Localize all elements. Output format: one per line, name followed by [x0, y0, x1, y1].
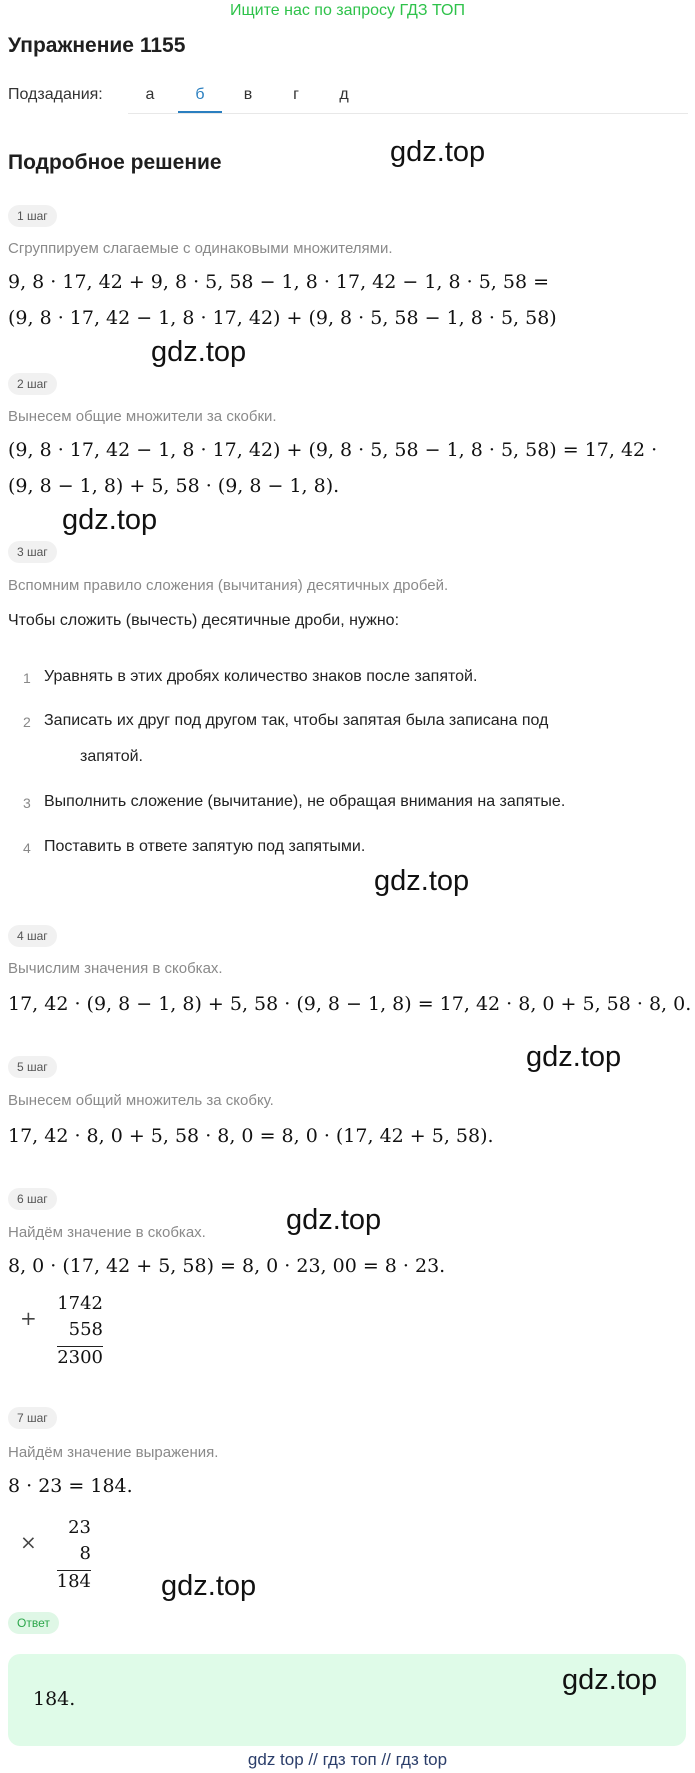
- tab-d[interactable]: д: [339, 86, 349, 103]
- page-title: Упражнение 1155: [8, 34, 186, 57]
- math-line: 8, 0 · (17, 42 + 5, 58) = 8, 0 · 23, 00 = 8 · 23.: [8, 1255, 446, 1277]
- tab-v[interactable]: в: [243, 86, 253, 103]
- tab-a[interactable]: а: [145, 86, 155, 103]
- column-operand: 1742: [57, 1293, 103, 1314]
- search-banner: Ищите нас по запросу ГДЗ ТОП: [230, 2, 465, 19]
- step-badge: 7 шаг: [8, 1407, 57, 1429]
- column-operand: 23: [68, 1517, 91, 1538]
- math-line: 9, 8 · 17, 42 + 9, 8 · 5, 58 − 1, 8 · 17, 42 − 1, 8 · 5, 58 =: [8, 271, 550, 293]
- list-item: Выполнить сложение (вычитание), не обращая внимания на запятые.: [44, 793, 566, 810]
- step-description: Найдём значение в скобках.: [8, 1224, 206, 1241]
- watermark: gdz.top: [286, 1204, 382, 1236]
- math-line: (9, 8 · 17, 42 − 1, 8 · 17, 42) + (9, 8 · 5, 58 − 1, 8 · 5, 58): [8, 307, 557, 329]
- list-item-number: 3: [23, 795, 31, 811]
- tab-b[interactable]: б: [195, 86, 205, 103]
- times-sign: ×: [20, 1530, 37, 1554]
- list-item-number: 1: [23, 670, 31, 686]
- math-line: (9, 8 · 17, 42 − 1, 8 · 17, 42) + (9, 8 · 5, 58 − 1, 8 · 5, 58) = 17, 42 ·: [8, 439, 658, 461]
- column-result: 2300: [57, 1347, 103, 1368]
- step-description: Сгруппируем слагаемые с одинаковыми множителями.: [8, 240, 393, 257]
- step-description: Найдём значение выражения.: [8, 1444, 219, 1461]
- list-item: Уравнять в этих дробях количество знаков после запятой.: [44, 668, 478, 685]
- watermark: gdz.top: [151, 336, 247, 368]
- plus-sign: +: [20, 1306, 37, 1330]
- step-description: Вынесем общие множители за скобки.: [8, 408, 277, 425]
- section-title: Подробное решение: [8, 151, 222, 174]
- list-item: Записать их друг под другом так, чтобы запятая была записана под: [44, 712, 549, 729]
- step-badge: 5 шаг: [8, 1056, 57, 1078]
- step-badge: 3 шаг: [8, 541, 57, 563]
- step-description: Вычислим значения в скобках.: [8, 960, 223, 977]
- active-tab-indicator: [178, 111, 222, 113]
- watermark: gdz.top: [562, 1664, 658, 1696]
- math-line: 17, 42 · (9, 8 − 1, 8) + 5, 58 · (9, 8 − 1, 8) = 17, 42 · 8, 0 + 5, 58 · 8, 0.: [8, 993, 692, 1015]
- watermark: gdz.top: [62, 504, 158, 536]
- math-line: 17, 42 · 8, 0 + 5, 58 · 8, 0 = 8, 0 · (17, 42 + 5, 58).: [8, 1125, 494, 1147]
- step-badge: 2 шаг: [8, 373, 57, 395]
- column-result: 184: [56, 1571, 91, 1592]
- column-operand: 558: [68, 1319, 103, 1340]
- list-item-number: 2: [23, 714, 31, 730]
- step-badge: 1 шаг: [8, 205, 57, 227]
- math-line: 8 · 23 = 184.: [8, 1475, 133, 1497]
- step-description: Вынесем общий множитель за скобку.: [8, 1092, 274, 1109]
- watermark: gdz.top: [161, 1570, 257, 1602]
- watermark: gdz.top: [374, 865, 470, 897]
- watermark: gdz.top: [390, 136, 486, 168]
- answer-value: 184.: [33, 1688, 76, 1710]
- list-item: Поставить в ответе запятую под запятыми.: [44, 838, 366, 855]
- tabs-divider: [128, 113, 688, 114]
- step-badge: 4 шаг: [8, 925, 57, 947]
- tab-g[interactable]: г: [293, 86, 299, 103]
- list-item-continuation: запятой.: [80, 748, 143, 765]
- answer-badge: Ответ: [8, 1612, 59, 1634]
- step-description: Вспомним правило сложения (вычитания) десятичных дробей.: [8, 577, 449, 594]
- footer-links[interactable]: gdz top // гдз топ // гдз top: [247, 1750, 448, 1769]
- rule-intro: Чтобы сложить (вычесть) десятичные дроби, нужно:: [8, 612, 400, 629]
- subtasks-label: Подзадания:: [8, 86, 103, 103]
- column-operand: 8: [79, 1543, 91, 1564]
- watermark: gdz.top: [526, 1041, 622, 1073]
- list-item-number: 4: [23, 840, 31, 856]
- step-badge: 6 шаг: [8, 1188, 57, 1210]
- math-line: (9, 8 − 1, 8) + 5, 58 · (9, 8 − 1, 8).: [8, 475, 340, 497]
